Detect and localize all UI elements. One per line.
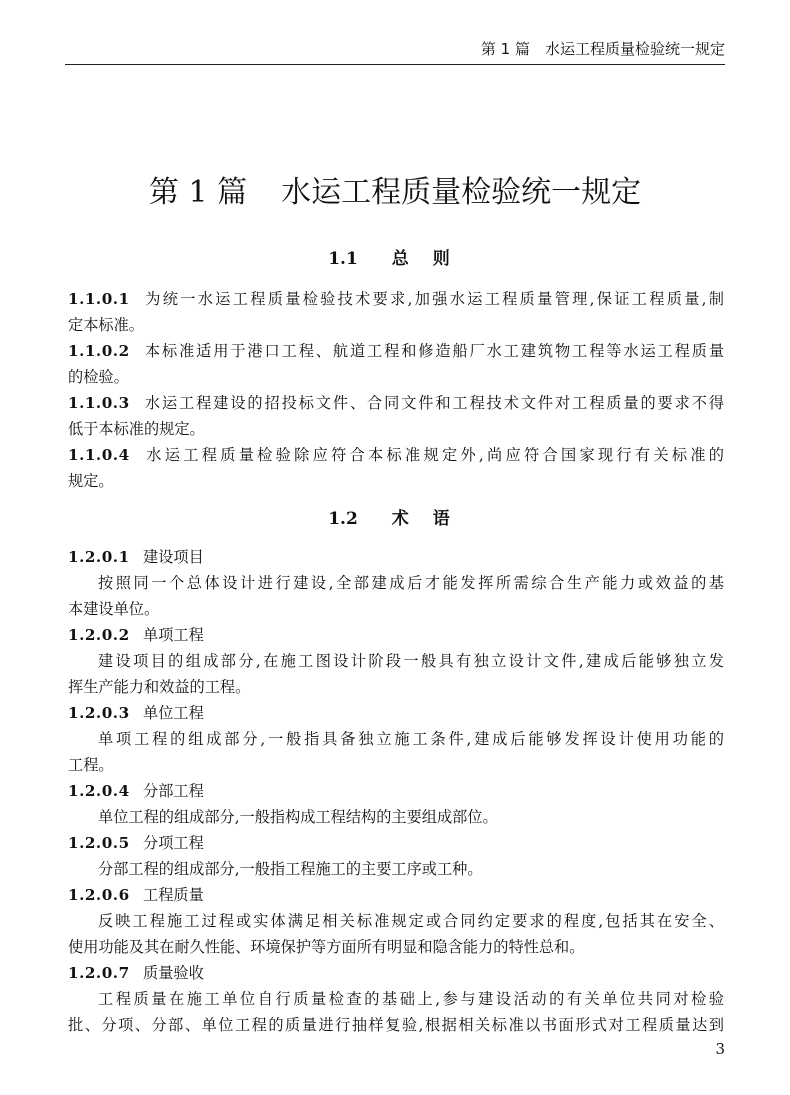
page-number: 3	[715, 1040, 725, 1058]
term-definition: 单位工程的组成部分,一般指构成工程结构的主要组成部位。	[98, 808, 498, 826]
clause-line: 定本标准。	[68, 316, 144, 334]
term-definition: 单项工程的组成部分,一般指具备独立施工条件,建成后能够发挥设计使用功能的	[98, 730, 724, 748]
part-number: 第 1 篇	[148, 175, 248, 210]
term-heading	[68, 830, 724, 856]
term-heading	[68, 960, 724, 986]
term-heading	[68, 778, 724, 804]
term-definition: 本建设单位。	[68, 600, 160, 618]
term-heading	[68, 700, 724, 726]
clause-line: 1.1.0.4 水运工程质量检验除应符合本标准规定外,尚应符合国家现行有关标准的	[68, 442, 724, 468]
term-heading	[68, 544, 724, 570]
term-definition: 建设项目的组成部分,在施工图设计阶段一般具有独立设计文件,建成后能够独立发	[98, 652, 724, 670]
clause-number: 1.1.0.1	[68, 290, 130, 308]
clause-number: 1.1.0.4	[68, 446, 130, 464]
term-name: 建设项目	[143, 548, 204, 566]
clause-number: 1.1.0.3	[68, 394, 130, 412]
section-number: 1.2	[328, 509, 358, 529]
clause-number: 1.2.0.7	[68, 964, 130, 982]
term-name: 单项工程	[143, 626, 204, 644]
section-number: 1.1	[328, 249, 358, 269]
term-name: 单位工程	[143, 704, 204, 722]
term-definition: 工程质量在施工单位自行质量检查的基础上,参与建设活动的有关单位共同对检验	[98, 990, 724, 1008]
header-rule	[65, 64, 725, 65]
clause-number: 1.2.0.3	[68, 704, 130, 722]
term-definition: 分部工程的组成部分,一般指工程施工的主要工序或工种。	[98, 860, 483, 878]
term-name: 分部工程	[143, 782, 204, 800]
section-title-terms: 1.2 术 语	[328, 509, 450, 529]
term-name: 分项工程	[143, 834, 204, 852]
term-definition: 反映工程施工过程或实体满足相关标准规定或合同约定要求的程度,包括其在安全、	[98, 912, 724, 930]
clause-line: 1.1.0.2 本标准适用于港口工程、航道工程和修造船厂水工建筑物工程等水运工程质量	[68, 338, 724, 364]
term-name: 工程质量	[143, 886, 204, 904]
term-name: 质量验收	[143, 964, 204, 982]
clause-line: 低于本标准的规定。	[68, 420, 205, 438]
clause-line: 的检验。	[68, 368, 129, 386]
term-definition: 批、分项、分部、单位工程的质量进行抽样复验,根据相关标准以书面形式对工程质量达到	[68, 1016, 724, 1034]
clause-number: 1.2.0.2	[68, 626, 130, 644]
clause-line: 规定。	[68, 472, 114, 490]
running-head: 第 1 篇 水运工程质量检验统一规定	[480, 40, 725, 58]
clause-number: 1.2.0.4	[68, 782, 130, 800]
term-definition: 挥生产能力和效益的工程。	[68, 678, 251, 696]
term-heading	[68, 622, 724, 648]
section-title-general: 1.1 总 则	[328, 249, 450, 269]
term-definition: 工程。	[68, 756, 114, 774]
clause-line: 1.1.0.3 水运工程建设的招投标文件、合同文件和工程技术文件对工程质量的要求不得	[68, 390, 724, 416]
term-definition: 使用功能及其在耐久性能、环境保护等方面所有明显和隐含能力的特性总和。	[68, 938, 585, 956]
clause-number: 1.2.0.1	[68, 548, 130, 566]
clause-number: 1.2.0.5	[68, 834, 130, 852]
clause-number: 1.2.0.6	[68, 886, 130, 904]
clause-number: 1.1.0.2	[68, 342, 130, 360]
clause-line: 1.1.0.1 为统一水运工程质量检验技术要求,加强水运工程质量管理,保证工程质量,制	[68, 286, 724, 312]
part-name: 水运工程质量检验统一规定	[281, 175, 642, 210]
term-heading	[68, 882, 724, 908]
part-title	[0, 172, 790, 214]
term-definition: 按照同一个总体设计进行建设,全部建成后才能发挥所需综合生产能力或效益的基	[98, 574, 724, 592]
